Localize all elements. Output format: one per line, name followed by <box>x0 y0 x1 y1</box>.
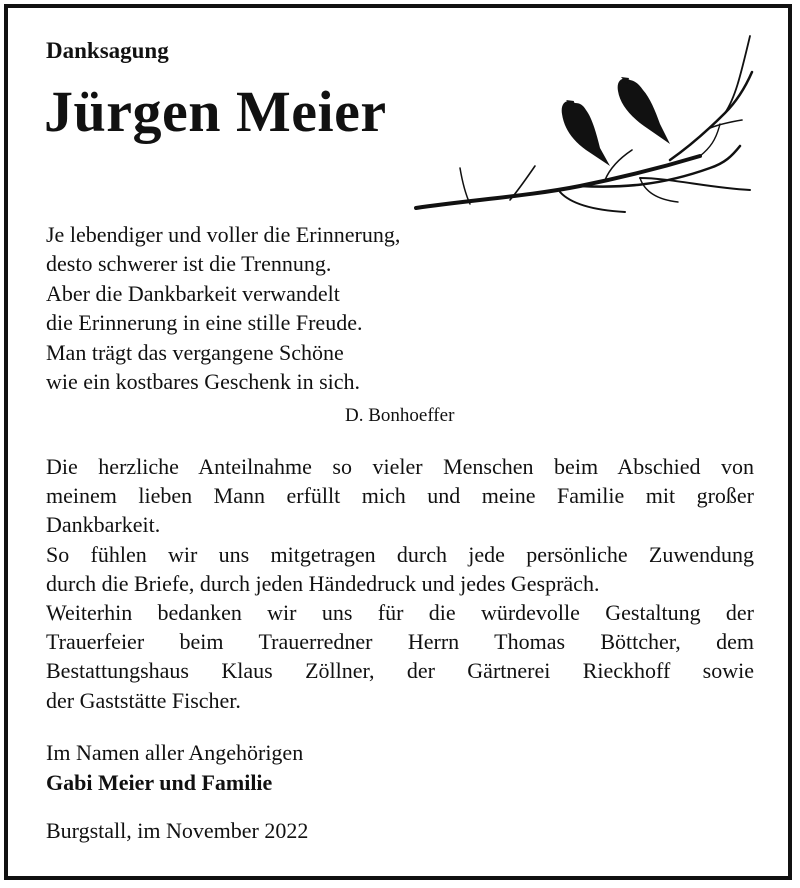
body-line: der Gaststätte Fischer. <box>46 687 241 713</box>
body-line: So fühlen wir uns mitgetragen durch jede persönliche Zuwendung <box>46 541 754 567</box>
poem-line: Man trägt das vergangene Schöne <box>46 339 344 365</box>
poem-line: desto schwerer ist die Trennung. <box>46 251 332 277</box>
closing-block <box>46 738 303 798</box>
body-line: Trauerfeier beim Trauerredner Herrn Thomas Böttcher, dem <box>46 629 754 655</box>
poem-line: wie ein kostbares Geschenk in sich. <box>46 369 361 395</box>
body-line: Dankbarkeit. <box>46 512 161 538</box>
body-line: Bestattungshaus Klaus Zöllner, der Gärtnerei Rieckhoff sowie <box>46 658 754 684</box>
poem-line: Je lebendiger und voller die Erinnerung, <box>46 222 401 247</box>
body-line: durch die Briefe, durch jeden Händedruck und jedes Gespräch. <box>46 570 600 596</box>
body-line: Die herzliche Anteilnahme so vieler Menschen beim Abschied von <box>46 454 754 479</box>
closing-line: Im Namen aller Angehörigen <box>46 740 304 765</box>
poem <box>46 220 400 396</box>
thanks-text <box>46 452 754 715</box>
poem-line: die Erinnerung in eine stille Freude. <box>46 310 363 336</box>
notice-kicker: Danksagung <box>46 38 169 63</box>
signer-name: Gabi Meier und Familie <box>46 770 273 795</box>
birds-on-branch-icon <box>410 28 760 218</box>
body-line: Weiterhin bedanken wir uns für die würdevolle Gestaltung der <box>46 600 754 626</box>
deceased-name: Jürgen Meier <box>44 79 387 144</box>
poem-attribution: D. Bonhoeffer <box>345 405 455 426</box>
place-date: Burgstall, im November 2022 <box>46 818 309 843</box>
poem-line: Aber die Dankbarkeit verwandelt <box>46 280 340 306</box>
body-line: meinem lieben Mann erfüllt mich und meine Familie mit großer <box>46 483 754 509</box>
